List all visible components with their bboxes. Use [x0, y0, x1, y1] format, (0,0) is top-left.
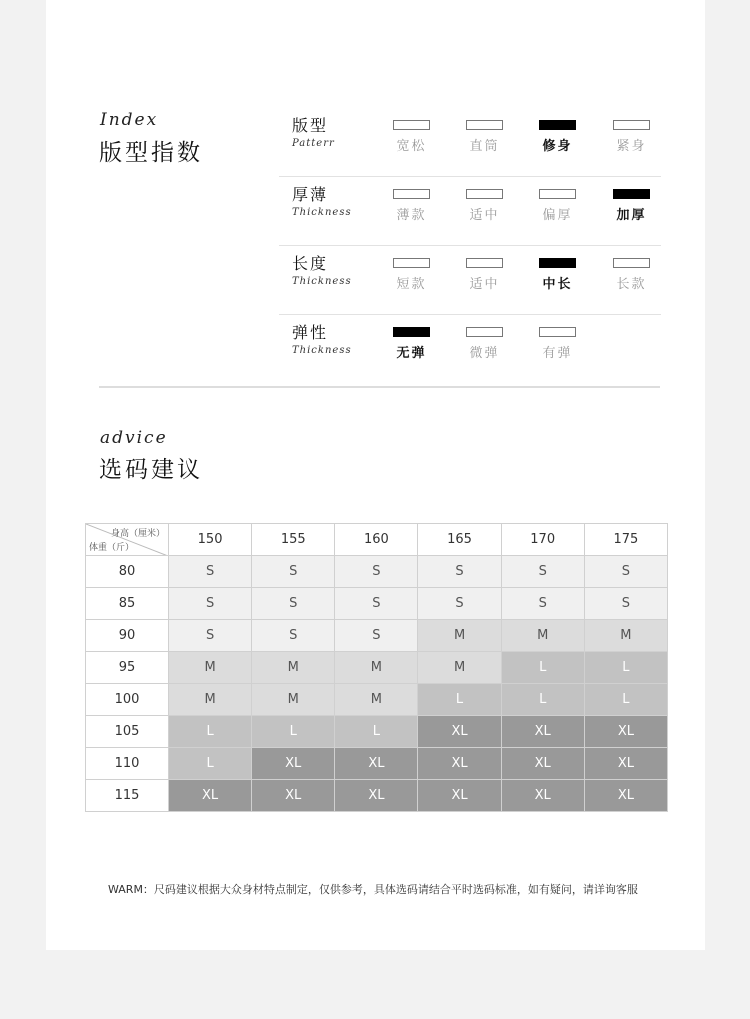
size-cell: XL	[501, 780, 584, 812]
index-row-subtitle: Thickness	[292, 276, 352, 287]
option-indicator-bar	[539, 120, 576, 130]
index-row-title: 长度	[292, 254, 329, 273]
option-label: 紧身	[616, 139, 647, 154]
option-label: 加厚	[616, 208, 647, 223]
size-cell: S	[169, 556, 252, 588]
height-header-cell: 150	[169, 524, 252, 556]
size-cell: XL	[584, 748, 667, 780]
size-cell: S	[169, 588, 252, 620]
size-cell: S	[252, 556, 335, 588]
size-cell: L	[252, 716, 335, 748]
index-title-zh: 版型指数	[99, 140, 203, 166]
size-cell: S	[584, 588, 667, 620]
index-option-selected	[539, 120, 576, 154]
size-cell: M	[169, 684, 252, 716]
index-option	[613, 120, 650, 154]
advice-title-zh: 选码建议	[99, 457, 203, 483]
option-label: 偏厚	[542, 208, 573, 223]
size-cell: M	[418, 652, 501, 684]
weight-cell: 90	[86, 620, 169, 652]
index-row-label	[292, 186, 352, 218]
size-cell: S	[169, 620, 252, 652]
size-cell: XL	[584, 780, 667, 812]
index-option	[613, 258, 650, 292]
index-row-title: 厚薄	[292, 185, 329, 204]
option-indicator-bar	[613, 258, 650, 268]
index-option	[466, 327, 503, 361]
option-indicator-bar	[539, 327, 576, 337]
table-corner-header	[86, 524, 169, 556]
size-cell: XL	[169, 780, 252, 812]
index-row	[279, 108, 661, 177]
size-cell: XL	[418, 748, 501, 780]
index-option	[393, 189, 430, 223]
size-cell: S	[335, 588, 418, 620]
size-cell: XL	[501, 716, 584, 748]
size-cell: XL	[501, 748, 584, 780]
size-cell: XL	[252, 780, 335, 812]
option-indicator-bar	[393, 120, 430, 130]
size-cell: M	[252, 684, 335, 716]
option-indicator-bar	[613, 189, 650, 199]
size-cell: XL	[418, 716, 501, 748]
size-cell: L	[501, 652, 584, 684]
size-cell: S	[418, 588, 501, 620]
table-row	[86, 748, 668, 780]
size-cell: L	[335, 716, 418, 748]
index-row-title: 弹性	[292, 323, 329, 342]
option-indicator-bar	[466, 120, 503, 130]
index-option	[539, 189, 576, 223]
weight-cell: 105	[86, 716, 169, 748]
index-row-subtitle: Thickness	[292, 345, 352, 356]
size-cell: S	[584, 556, 667, 588]
index-row-label	[292, 255, 352, 287]
index-option	[393, 258, 430, 292]
size-cell: S	[501, 556, 584, 588]
index-option	[539, 327, 576, 361]
option-indicator-bar	[466, 327, 503, 337]
size-cell: S	[418, 556, 501, 588]
table-row	[86, 780, 668, 812]
option-label: 薄款	[396, 208, 427, 223]
height-header-cell: 155	[252, 524, 335, 556]
height-header-row	[86, 524, 668, 556]
size-cell: L	[169, 748, 252, 780]
option-indicator-bar	[466, 189, 503, 199]
option-label: 适中	[469, 277, 500, 292]
weight-cell: 95	[86, 652, 169, 684]
weight-axis-label: 体重（斤）	[89, 543, 135, 553]
height-header-cell: 165	[418, 524, 501, 556]
index-option	[466, 120, 503, 154]
size-cell: XL	[252, 748, 335, 780]
size-cell: L	[584, 652, 667, 684]
index-row-title: 版型	[292, 116, 329, 135]
option-indicator-bar	[466, 258, 503, 268]
option-label: 短款	[396, 277, 427, 292]
size-cell: L	[418, 684, 501, 716]
size-cell: S	[335, 556, 418, 588]
index-option	[393, 120, 430, 154]
option-label: 有弹	[542, 346, 573, 361]
index-row-label	[292, 117, 335, 149]
size-cell: M	[335, 652, 418, 684]
height-axis-label: 身高（厘米）	[110, 529, 165, 539]
warm-note: WARM：尺码建议根据大众身材特点制定，仅供参考，具体选码请结合平时选码标准，如有疑问，请详询客服	[108, 883, 638, 896]
size-cell: S	[252, 620, 335, 652]
weight-cell: 100	[86, 684, 169, 716]
option-indicator-bar	[539, 258, 576, 268]
size-cell: XL	[418, 780, 501, 812]
section-divider	[99, 386, 660, 388]
index-option-selected	[613, 189, 650, 223]
option-label: 无弹	[396, 346, 427, 361]
size-cell: S	[252, 588, 335, 620]
size-cell: M	[501, 620, 584, 652]
content-card	[46, 0, 705, 950]
table-row	[86, 588, 668, 620]
table-row	[86, 652, 668, 684]
weight-cell: 85	[86, 588, 169, 620]
index-row-subtitle: Thickness	[292, 207, 352, 218]
index-row	[279, 177, 661, 246]
weight-cell: 110	[86, 748, 169, 780]
table-row	[86, 556, 668, 588]
size-cell: S	[501, 588, 584, 620]
size-cell: M	[169, 652, 252, 684]
index-row-label	[292, 324, 352, 356]
option-label: 修身	[542, 139, 573, 154]
index-row	[279, 246, 661, 315]
option-label: 适中	[469, 208, 500, 223]
size-cell: M	[335, 684, 418, 716]
option-label: 中长	[542, 277, 573, 292]
option-indicator-bar	[393, 327, 430, 337]
size-cell: L	[169, 716, 252, 748]
option-indicator-bar	[613, 120, 650, 130]
index-row-subtitle: Patterr	[292, 138, 335, 149]
size-cell: XL	[335, 748, 418, 780]
index-option	[466, 258, 503, 292]
size-cell: M	[252, 652, 335, 684]
option-label: 直筒	[469, 139, 500, 154]
weight-cell: 115	[86, 780, 169, 812]
index-row	[279, 315, 661, 383]
size-chart-table	[85, 523, 668, 812]
option-label: 长款	[616, 277, 647, 292]
size-cell: XL	[584, 716, 667, 748]
table-row	[86, 716, 668, 748]
option-indicator-bar	[539, 189, 576, 199]
index-option-selected	[539, 258, 576, 292]
size-cell: L	[501, 684, 584, 716]
size-cell: S	[335, 620, 418, 652]
height-header-cell: 170	[501, 524, 584, 556]
fit-index-panel	[279, 108, 661, 383]
weight-cell: 80	[86, 556, 169, 588]
index-option	[466, 189, 503, 223]
option-label: 微弹	[469, 346, 500, 361]
size-cell: M	[418, 620, 501, 652]
index-title-en: Index	[100, 110, 159, 130]
table-row	[86, 684, 668, 716]
option-indicator-bar	[393, 189, 430, 199]
advice-title-en: advice	[100, 428, 168, 448]
height-header-cell: 160	[335, 524, 418, 556]
option-indicator-bar	[393, 258, 430, 268]
index-option-selected	[393, 327, 430, 361]
table-row	[86, 620, 668, 652]
size-cell: XL	[335, 780, 418, 812]
size-cell: M	[584, 620, 667, 652]
size-cell: L	[584, 684, 667, 716]
option-label: 宽松	[396, 139, 427, 154]
height-header-cell: 175	[584, 524, 667, 556]
